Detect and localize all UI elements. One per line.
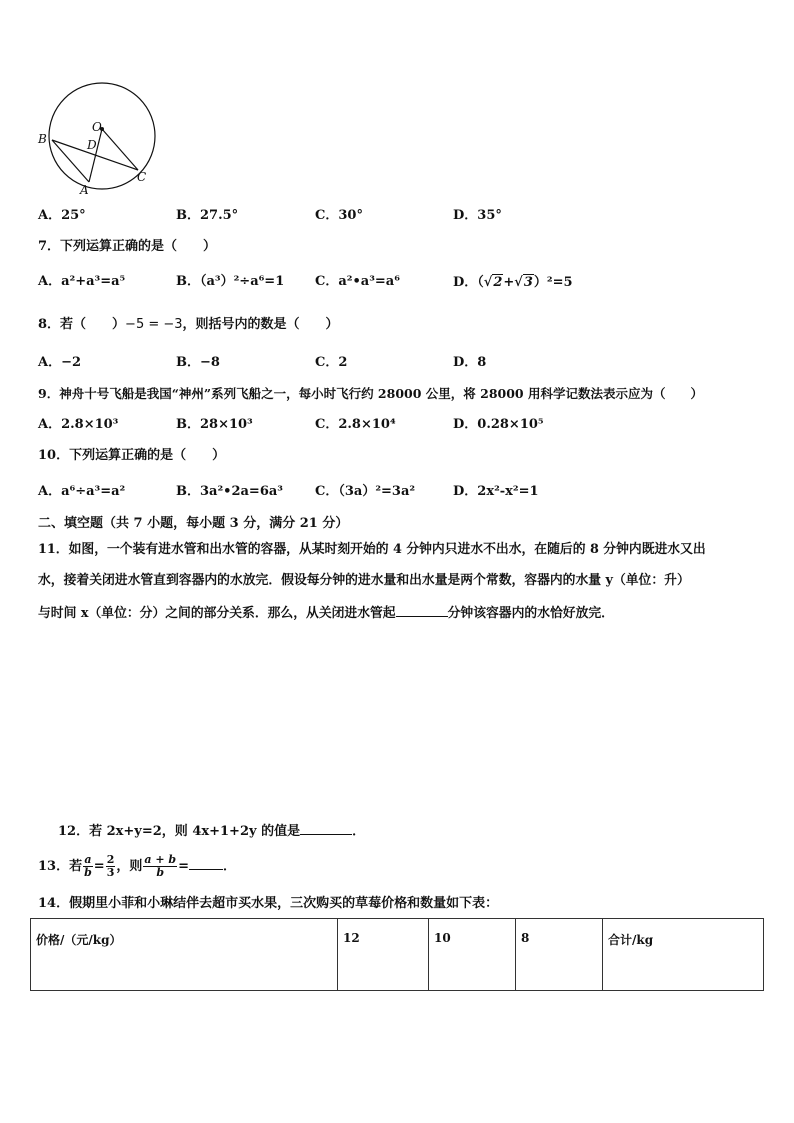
q12-end: ． <box>352 824 366 839</box>
q10-option-a[interactable]: A．a⁶÷a³=a² <box>38 484 126 499</box>
q13-answer-blank[interactable] <box>189 857 223 870</box>
label-c: C <box>137 170 147 184</box>
q13-prefix: 13．若 <box>38 859 83 874</box>
q13-f2-den: 3 <box>106 866 115 879</box>
q7-stem: 7．下列运算正确的是（ ） <box>38 239 217 254</box>
q14-stem: 14．假期里小菲和小琳结伴去超市买水果，三次购买的草莓价格和数量如下表： <box>38 896 499 911</box>
q6-option-b[interactable]: B．27.5° <box>176 208 239 223</box>
q6-option-d[interactable]: D．35° <box>453 208 502 223</box>
q8-stem-suffix: ，则括号内的数是（ ） <box>182 317 339 332</box>
q7-option-c[interactable]: C．a²•a³=a⁶ <box>315 274 400 289</box>
q9-option-a[interactable]: A．2.8×10³ <box>38 417 119 432</box>
label-a: A <box>80 183 89 197</box>
q11-line3-suffix: 分钟该容器内的水恰好放完． <box>447 606 614 621</box>
q13-mid: ，则 <box>116 859 143 874</box>
q13-fraction-sum-over-b <box>143 854 177 879</box>
table-header-8: 8 <box>516 919 603 991</box>
q13-eq2: = <box>178 859 189 874</box>
sqrt-icon: √ <box>514 275 523 290</box>
sqrt-icon: √ <box>483 275 493 290</box>
q7-d-root2: 2 <box>493 275 503 290</box>
q11-line1: 11．如图，一个装有进水管和出水管的容器，从某时刻开始的 4 分钟内只进水不出水，在随后的 8 分钟内既进水又出 <box>38 542 706 557</box>
table-header-12: 12 <box>338 919 429 991</box>
q13-f1-num: a <box>84 853 92 866</box>
q13-f3-den: b <box>156 866 165 879</box>
table-header-10: 10 <box>429 919 516 991</box>
q7-d-suffix: ）²=5 <box>533 275 573 290</box>
q11-line2: 水，接着关闭进水管直到容器内的水放完．假设每分钟的进水量和出水量是两个常数，容器内的水量 y（单位：升） <box>38 573 690 588</box>
table-header-price: 价格/（元/kg） <box>31 919 338 991</box>
q12-line <box>58 822 365 840</box>
label-b: B <box>38 132 47 146</box>
q8-option-c[interactable]: C．2 <box>315 355 348 370</box>
label-d: D <box>87 138 97 152</box>
label-o: O <box>92 120 102 134</box>
q8-option-b[interactable]: B．−8 <box>176 355 220 370</box>
q6-option-c[interactable]: C．30° <box>315 208 363 223</box>
q9-stem: 9．神舟十号飞船是我国“神州”系列飞船之一，每小时飞行约 28000 公里，将 28000 用科学记数法表示应为（ ） <box>38 386 703 401</box>
q13-end: ． <box>222 859 236 874</box>
q13-f3-num: a + b <box>144 853 177 866</box>
q9-option-d[interactable]: D．0.28×10⁵ <box>453 417 544 432</box>
q11-line3-prefix: 与时间 x（单位：分）之间的部分关系．那么，从关闭进水管起 <box>38 606 396 621</box>
q13-f2-num: 2 <box>106 853 115 866</box>
q10-option-c[interactable]: C．（3a）²=3a² <box>315 484 416 499</box>
q8-option-a[interactable]: A．−2 <box>38 355 82 370</box>
q7-d-root3: 3 <box>523 275 533 290</box>
q13-f1-den: b <box>84 866 92 879</box>
q7-option-d[interactable] <box>453 274 573 291</box>
q13-eq1: = <box>93 859 105 874</box>
q13-fraction-a-over-b <box>83 854 93 879</box>
q8-option-d[interactable]: D．8 <box>453 355 487 370</box>
q11-answer-blank[interactable] <box>396 604 448 617</box>
q12-answer-blank[interactable] <box>300 822 352 835</box>
q7-d-prefix: D．（ <box>453 275 484 290</box>
q6-option-a[interactable]: A．25° <box>38 208 86 223</box>
q10-option-b[interactable]: B．3a²•2a=6a³ <box>176 484 283 499</box>
q13-line <box>38 850 236 884</box>
q8-stem-prefix: 8．若（ ） <box>38 317 126 332</box>
price-table <box>30 918 764 991</box>
section2-heading: 二、填空题（共 7 小题，每小题 3 分，满分 21 分） <box>38 516 349 531</box>
q7-d-plus: + <box>503 275 515 290</box>
q10-stem: 10．下列运算正确的是（ ） <box>38 448 226 463</box>
q12-text: 12．若 2x+y=2，则 4x+1+2y 的值是 <box>58 824 301 839</box>
q9-option-b[interactable]: B．28×10³ <box>176 417 253 432</box>
q7-option-b[interactable]: B．（a³）²÷a⁶=1 <box>176 274 285 289</box>
q8-stem-equation: −5 = −3 <box>125 317 183 332</box>
q7-option-a[interactable]: A．a²+a³=a⁵ <box>38 274 126 289</box>
table-header-total: 合计/kg <box>603 919 764 991</box>
q11-line3 <box>38 604 614 622</box>
q13-fraction-2-over-3 <box>106 854 116 879</box>
q8-stem <box>38 317 339 333</box>
q9-option-c[interactable]: C．2.8×10⁴ <box>315 417 396 432</box>
q10-option-d[interactable]: D．2x²-x²=1 <box>453 484 539 499</box>
table-row <box>31 919 764 991</box>
